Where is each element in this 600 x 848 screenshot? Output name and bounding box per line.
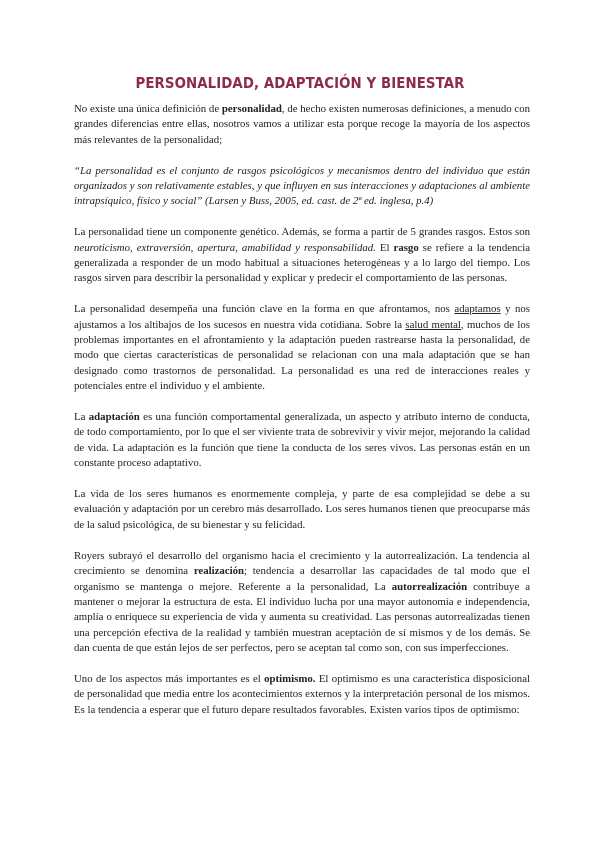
paragraph-traits: La personalidad tiene un componente genético. Además, se forma a partir de 5 grandes rasgos. Estos son neuroticismo, extraversión, apertura, amabilidad y responsabilidad. El rasgo se refiere a la tendencia generalizada a responder de un modo habitual a situaciones heterogéneas y a lo largo del tiempo. Los rasgos sirven para describir la personalidad y explicar y predecir el comportamiento de las personas. xyxy=(74,226,530,285)
paragraph-optimism: Uno de los aspectos más importantes es el optimismo. El optimismo es una característica disposicional de personalidad que media entre los acontecimientos externos y la interpretación personal de los mismos. Es la tendencia a esperar que el futuro depare resultados favorables. Existen varios tipos de optimismo: xyxy=(74,672,530,716)
paragraph-definition: No existe una única definición de personalidad, de hecho existen numerosas definiciones, a menudo con grandes diferencias entre ellas, nosotros vamos a utilizar esta porque recoge la mayoría de los aspectos más relevantes de la personalidad; xyxy=(74,103,531,146)
document-body xyxy=(74,102,530,734)
quote-paragraph: “La personalidad es el conjunto de rasgos psicológicos y mecanismos dentro del individuo que están organizados y son relativamente estables, y que influyen en sus interacciones y adaptaciones al ambiente intrapsíquico, físico y social” (Larsen y Buss, 2005, ed. cast. de 2ª ed. inglesa, p.4) xyxy=(74,164,530,208)
page-title: PERSONALIDAD, ADAPTACIÓN Y BIENESTAR xyxy=(135,74,465,92)
paragraph-complexity: La vida de los seres humanos es enormemente compleja, y parte de esa complejidad se debe a su evaluación y adaptación por un cerebro más desarrollado. Los seres humanos tienen que preocuparse más de la salud psicológica, de su bienestar y su felicidad. xyxy=(74,488,530,531)
paragraph-self-realization: Royers subrayó el desarrollo del organismo hacia el crecimiento y la autorrealización. La tendencia al crecimiento se denomina realización; tendencia a desarrollar las capacidades de tal modo que el organismo se mantenga o mejore. Referente a la personalidad, La autorrealización contribuye a mantener o mejorar la estructura de esta. El individuo lucha por una mayor autonomía e independencia, amplía o enriquece su experiencia de vida y aumenta su creatividad. Las personas autorrealizadas tienen una percepción efectiva de la realidad y también muestran aceptación de sí mismos y de los demás. Se dan cuenta de que están lejos de ser perfectos, pero se aceptan tal como son, con sus imperfecciones. xyxy=(74,549,530,655)
paragraph-function: La personalidad desempeña una función clave en la forma en que afrontamos, nos adaptamos y nos ajustamos a los altibajos de los sucesos en nuestra vida cotidiana. Sobre la salud mental, muchos de los problemas importantes en el afrontamiento y la adaptación pueden rastrearse hasta la personalidad, de modo que ciertas características de personalidad se relacionan con una mala adaptación que se han designado como trastornos de personalidad. La personalidad es una red de interacciones reales y potenciales entre el individuo y el ambiente. xyxy=(74,303,531,393)
paragraph-adaptation: La adaptación es una función comportamental generalizada, un aspecto y atributo interno de conducta, de todo comportamiento, por lo que el ser viviente trata de sobrevivir y vivir mejor, mejorando la calidad de vida. La adaptación es la función que tiene la conducta de los seres vivos. Las personas están en un constante proceso adaptativo. xyxy=(74,411,530,470)
